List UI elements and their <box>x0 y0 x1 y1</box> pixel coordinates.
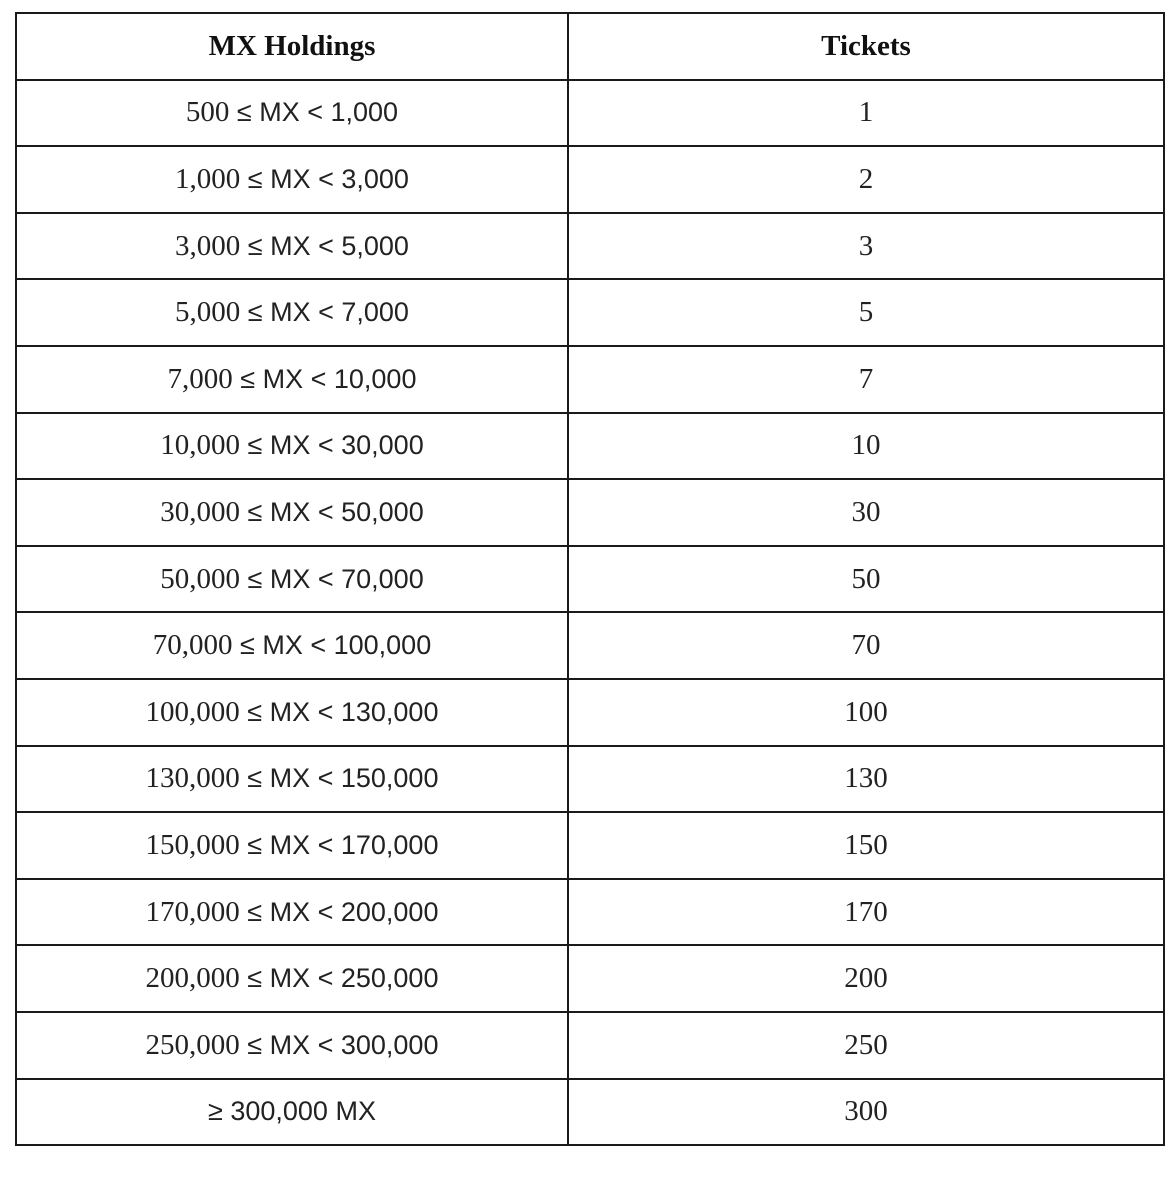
table-row <box>16 679 1164 746</box>
tickets-cell: 50 <box>568 546 1164 613</box>
table-row <box>16 1079 1164 1146</box>
tickets-cell: 3 <box>568 213 1164 280</box>
range-lower-bound: 200,000 <box>145 962 240 995</box>
table-row <box>16 279 1164 346</box>
mx-range-cell <box>16 812 568 879</box>
range-lower-bound: 30,000 <box>160 495 241 528</box>
header-tickets: Tickets <box>568 13 1164 80</box>
table-row <box>16 346 1164 413</box>
range-condition: ≤ MX < 5,000 <box>240 230 409 261</box>
range-condition: ≤ MX < 50,000 <box>240 496 424 527</box>
range-lower-bound: 50,000 <box>160 562 241 595</box>
mx-range-cell <box>16 80 568 147</box>
tickets-cell: 170 <box>568 879 1164 946</box>
mx-range-cell <box>16 546 568 613</box>
holdings-tickets-table <box>15 12 1165 1146</box>
tickets-cell: 30 <box>568 479 1164 546</box>
table-row <box>16 945 1164 1012</box>
range-condition: ≤ MX < 100,000 <box>232 630 432 661</box>
range-lower-bound: 150,000 <box>145 828 240 861</box>
range-condition: ≤ MX < 300,000 <box>239 1029 439 1060</box>
range-lower-bound: 170,000 <box>145 895 240 928</box>
range-lower-bound: 1,000 <box>175 162 241 195</box>
mx-range-cell <box>16 213 568 280</box>
range-condition: ≤ MX < 250,000 <box>239 963 439 994</box>
range-condition: ≤ MX < 30,000 <box>240 430 424 461</box>
mx-range-cell <box>16 1079 568 1146</box>
table-row <box>16 213 1164 280</box>
table-row <box>16 80 1164 147</box>
tickets-cell: 70 <box>568 612 1164 679</box>
tickets-cell: 300 <box>568 1079 1164 1146</box>
range-lower-bound: 130,000 <box>145 762 240 795</box>
range-lower-bound: 3,000 <box>175 229 241 262</box>
header-mx-holdings: MX Holdings <box>16 13 568 80</box>
table-row <box>16 746 1164 813</box>
mx-range-cell <box>16 413 568 480</box>
range-condition: ≤ MX < 170,000 <box>239 829 439 860</box>
mx-range-cell <box>16 1012 568 1079</box>
mx-range-cell <box>16 879 568 946</box>
range-lower-bound: 250,000 <box>145 1028 240 1061</box>
tickets-cell: 7 <box>568 346 1164 413</box>
mx-range-cell <box>16 279 568 346</box>
table-row <box>16 413 1164 480</box>
tickets-cell: 5 <box>568 279 1164 346</box>
table-row <box>16 1012 1164 1079</box>
range-condition: ≤ MX < 200,000 <box>239 896 439 927</box>
mx-range-cell <box>16 746 568 813</box>
mx-range-cell <box>16 945 568 1012</box>
tickets-cell: 250 <box>568 1012 1164 1079</box>
tickets-cell: 10 <box>568 413 1164 480</box>
range-lower-bound: 5,000 <box>175 296 241 329</box>
range-condition: ≤ MX < 3,000 <box>240 163 409 194</box>
table-row <box>16 812 1164 879</box>
table-row <box>16 879 1164 946</box>
tickets-cell: 2 <box>568 146 1164 213</box>
range-condition: ≥ 300,000 MX <box>208 1096 376 1127</box>
range-lower-bound: 10,000 <box>160 429 241 462</box>
tickets-cell: 130 <box>568 746 1164 813</box>
table-row <box>16 612 1164 679</box>
mx-range-cell <box>16 612 568 679</box>
range-condition: ≤ MX < 70,000 <box>240 563 424 594</box>
range-lower-bound: 70,000 <box>152 629 233 662</box>
tickets-cell: 1 <box>568 80 1164 147</box>
header-row <box>16 13 1164 80</box>
range-lower-bound: 100,000 <box>145 695 240 728</box>
mx-range-cell <box>16 679 568 746</box>
tickets-cell: 200 <box>568 945 1164 1012</box>
mx-range-cell <box>16 479 568 546</box>
mx-range-cell <box>16 346 568 413</box>
table-row <box>16 479 1164 546</box>
range-lower-bound: 500 <box>185 96 230 129</box>
table-row <box>16 546 1164 613</box>
table-row <box>16 146 1164 213</box>
range-condition: ≤ MX < 1,000 <box>229 97 399 128</box>
mx-range-cell <box>16 146 568 213</box>
range-condition: ≤ MX < 150,000 <box>239 763 439 794</box>
range-condition: ≤ MX < 130,000 <box>239 696 439 727</box>
range-condition: ≤ MX < 7,000 <box>240 297 409 328</box>
range-condition: ≤ MX < 10,000 <box>232 363 417 394</box>
tickets-cell: 100 <box>568 679 1164 746</box>
range-lower-bound: 7,000 <box>167 362 233 395</box>
tickets-cell: 150 <box>568 812 1164 879</box>
